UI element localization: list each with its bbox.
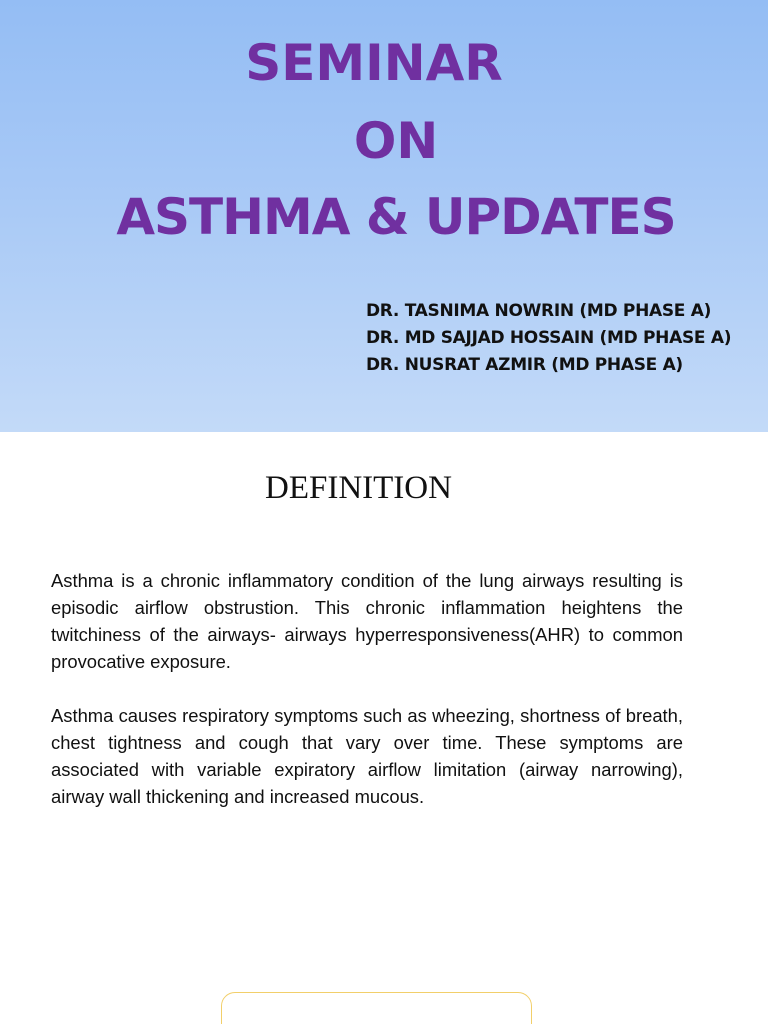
author-name: DR. NUSRAT AZMIR (MD PHASE A) [366,355,683,375]
author-list [366,298,731,379]
author-name: DR. MD SAJJAD HOSSAIN (MD PHASE A) [366,328,732,348]
title-line-topic: ASTHMA & UPDATES [116,188,676,246]
author-name: DR. TASNIMA NOWRIN (MD PHASE A) [366,301,712,321]
title-line-seminar: SEMINAR [245,34,503,92]
title-slide [0,0,768,432]
symptoms-paragraph: Asthma causes respiratory symptoms such as wheezing, shortness of breath, chest tightness and cough that vary over time. These symptoms are associated with variable expiratory airflow limitation (airway narrowing), airway wall thickening and increased mucous. [51,705,683,807]
definition-heading: DEFINITION [265,470,452,506]
title-line-on: ON [353,112,439,170]
definition-paragraph: Asthma is a chronic inflammatory condition of the lung airways resulting is episodic airflow obstrustion. This chronic inflammation heightens the twitchiness of the airways- airways hyperresponsiveness(AHR) to common provocative exposure. [51,570,683,672]
next-slide-box [221,992,532,1024]
definition-slide [0,432,768,1024]
